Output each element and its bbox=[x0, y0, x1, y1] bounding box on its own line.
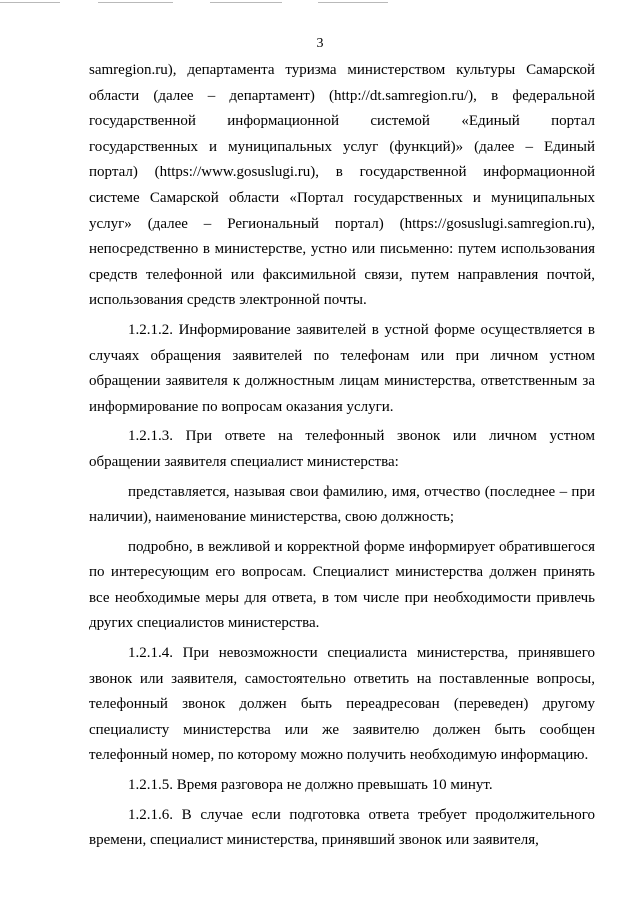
paragraph-1-2-1-2: 1.2.1.2. Информирование заявителей в устной форме осуществляется в случаях обращения заявителей по телефонам или при личном устном обращении заявителя к должностным лицам министерства, ответственным за информирование по вопросам оказания услуги. bbox=[89, 321, 595, 415]
paragraph-1-2-1-5: 1.2.1.5. Время разговора не должно превышать 10 минут. bbox=[128, 777, 493, 794]
paragraph-1-2-1-3: 1.2.1.3. При ответе на телефонный звонок или личном устном обращении заявителя специалист министерства: bbox=[89, 428, 595, 470]
paragraph-1-2-1-4: 1.2.1.4. При невозможности специалиста министерства, принявшего звонок или заявителя, самостоятельно ответить на поставленные вопросы, телефонный звонок должен быть переадресован (переведен) другому специалисту министерства или же заявителю должен быть сообщен телефонный номер, по которому можно получить необходимую информацию. bbox=[89, 645, 595, 764]
scan-mark bbox=[210, 2, 282, 3]
scan-top-marks bbox=[0, 0, 640, 6]
paragraph-contact-channels: samregion.ru), департамента туризма министерством культуры Самарской области (далее – департамент) (http://dt.samregion.ru/), в федеральной государственной информационной системой «Единый портал государственных и муниципальных услуг (функций)» (далее – Единый портал) (https://www.gosuslugi.ru), в государственной информационной системе Самарской области «Портал государственных и муниципальных услуг» (далее – Региональный портал) (https://gosuslugi.samregion.ru), непосредственно в министерстве, устно или письменно: путем использования средств телефонной или факсимильной связи, путем направления почтой, использования средств электронной почты. bbox=[89, 62, 595, 309]
scan-mark bbox=[318, 2, 388, 3]
scan-mark bbox=[0, 2, 60, 3]
paragraph-informing: подробно, в вежливой и корректной форме информирует обратившегося по интересующим его вопросам. Специалист министерства должен принять все необходимые меры для ответа, в том числе при необходимости привлечь других специалистов министерства. bbox=[89, 538, 595, 632]
paragraph-1-2-1-6: 1.2.1.6. В случае если подготовка ответа требует продолжительного времени, специалист министерства, принявший звонок или заявителя, bbox=[89, 806, 595, 849]
scan-mark bbox=[98, 2, 173, 3]
document-body bbox=[89, 58, 595, 854]
paragraph-introduction: представляется, называя свои фамилию, имя, отчество (последнее – при наличии), наименование министерства, свою должность; bbox=[89, 483, 595, 526]
page-number: 3 bbox=[316, 36, 324, 51]
